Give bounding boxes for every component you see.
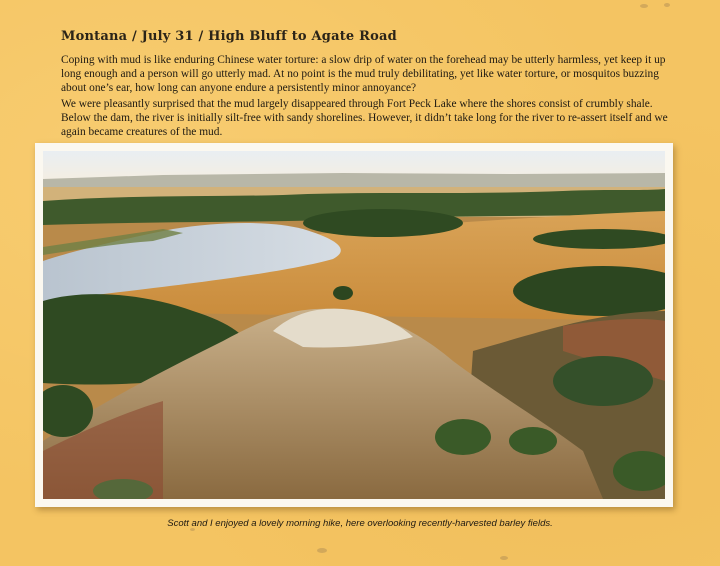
photo-caption: Scott and I enjoyed a lovely morning hike, here overlooking recently-harvested barley fields. [167,518,553,529]
page-title: Montana / July 31 / High Bluff to Agate Road [61,29,397,44]
photo-frame [35,143,673,507]
paper-speck [317,548,327,553]
landscape-photo-art [43,151,665,499]
paper-speck [664,3,670,7]
paper-speck [640,4,648,8]
landscape-photo [43,151,665,499]
paragraph-1: Coping with mud is like enduring Chinese water torture: a slow drip of water on the forehead may be utterly harmless, yet keep it up long enough and a person will go utterly mad. At no point is the mud truly debilitating, yet like water torture, or mosquitos buzzing about one’s ear, how long can anyone endure a persistently minor annoyance? [61,54,666,95]
paragraph-2: We were pleasantly surprised that the mud largely disappeared through Fort Peck Lake where the shores consist of crumbly shale. Below the dam, the river is initially silt-free with sandy shorelines. However, it didn’t take long for the river to re-assert itself and we again became creatures of the mud. [61,98,668,139]
paper-speck [500,556,508,560]
